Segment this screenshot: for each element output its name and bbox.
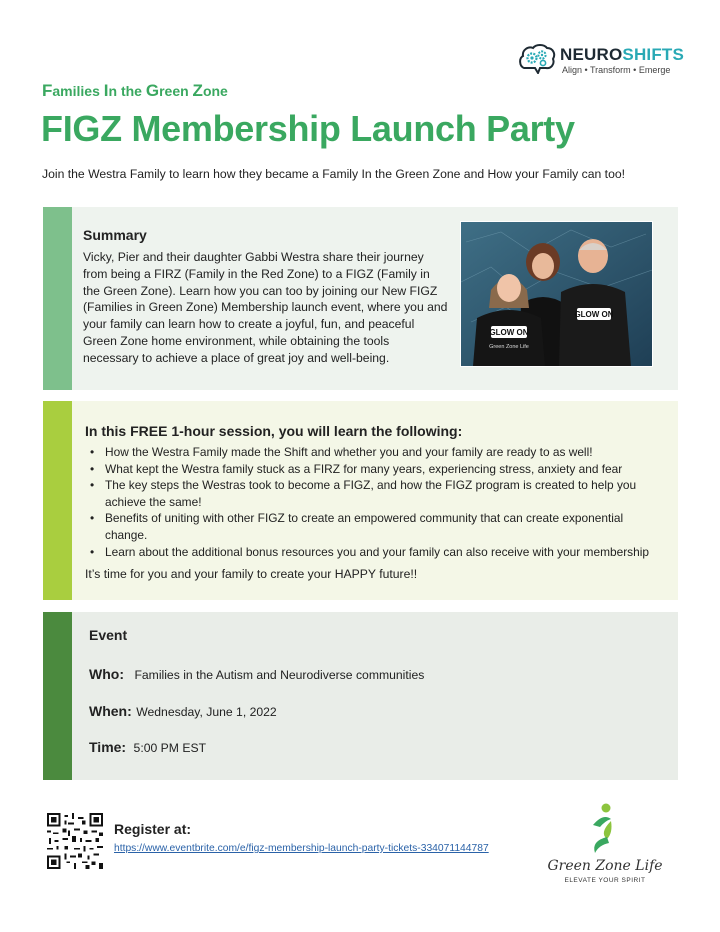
green-figure-icon xyxy=(585,803,619,853)
event-who xyxy=(89,666,424,684)
green-zone-life-tagline: ELEVATE YOUR SPIRIT xyxy=(564,877,646,884)
when-value: Wednesday, June 1, 2022 xyxy=(136,705,277,719)
summary-body: Vicky, Pier and their daughter Gabbi Westra share their journey from being a FIRZ (Family in the Red Zone) to a FIGZ (Family in the Green Zone). Learn how you can too by joining our New FIGZ (Families in Green Zone) Membership launch event, where you and your family can learn how to create a joyful, fun, and peaceful Green Zone home environment, while obtaining the tools necessary to achieve a place of great joy and well-being. xyxy=(83,250,448,365)
session-panel xyxy=(43,401,678,600)
kicker-text: one xyxy=(202,83,228,99)
qr-code-icon[interactable] xyxy=(47,813,103,869)
summary-heading: Summary xyxy=(83,227,147,243)
who-value: Families in the Autism and Neurodiverse communities xyxy=(134,668,425,682)
who-label: Who: xyxy=(89,666,124,682)
register-heading: Register at: xyxy=(114,821,192,837)
photo-shirt-subtext: Green Zone Life xyxy=(489,344,529,350)
kicker-cap: F xyxy=(42,81,53,100)
event-time xyxy=(89,739,206,757)
kicker xyxy=(42,81,228,101)
time-label: Time: xyxy=(89,739,127,755)
logo-tagline: Align • Transform • Emerge xyxy=(562,65,671,75)
session-heading: In this FREE 1-hour session, you will learn the following: xyxy=(85,423,463,439)
green-zone-life-logo xyxy=(545,803,665,893)
green-zone-life-name: Green Zone Life xyxy=(547,858,663,874)
event-heading: Event xyxy=(89,627,128,643)
logo-name-part1: NEURO xyxy=(560,45,623,64)
time-value: 5:00 PM EST xyxy=(133,741,207,755)
event-panel xyxy=(43,612,678,780)
list-item: • Learn about the additional bonus resources you and your family can also receive with your membership xyxy=(85,544,665,561)
summary-accent-bar xyxy=(43,207,72,390)
kicker-text: amilies xyxy=(52,83,104,99)
logo-name xyxy=(560,45,684,65)
kicker-cap: G xyxy=(145,81,160,100)
list-item: • The key steps the Westras took to become a FIGZ, and how the FIGZ program is created to help you achieve the same! xyxy=(85,477,665,510)
session-accent-bar xyxy=(43,401,72,600)
list-item: • Benefits of uniting with other FIGZ to create an empowered community that can create exponential change. xyxy=(85,510,665,543)
intro-text: Join the Westra Family to learn how they became a Family In the Green Zone and How your Family can too! xyxy=(42,167,626,181)
photo-shirt-text: GLOW ON xyxy=(489,328,529,337)
list-item: • What kept the Westra family stuck as a FIRZ for many years, experiencing stress, anxiety and fear xyxy=(85,461,665,478)
brain-gears-icon xyxy=(518,44,556,74)
when-label: When: xyxy=(89,703,132,719)
event-accent-bar xyxy=(43,612,72,780)
summary-panel xyxy=(43,207,678,390)
photo-shirt-text: GLOW ON xyxy=(574,310,614,319)
family-photo xyxy=(460,221,653,367)
kicker-cap: Z xyxy=(192,81,203,100)
family-photo-illustration xyxy=(461,222,652,366)
page-title: FIGZ Membership Launch Party xyxy=(41,108,575,149)
neuroshifts-logo xyxy=(518,42,688,82)
list-item: • How the Westra Family made the Shift and whether you and your family are ready to as well! xyxy=(85,444,665,461)
session-list xyxy=(85,444,665,560)
kicker-text: n the xyxy=(108,83,146,99)
kicker-text: reen xyxy=(159,83,193,99)
register-link[interactable]: https://www.eventbrite.com/e/figz-membership-launch-party-tickets-334071144787 xyxy=(114,843,489,854)
kicker-cap: I xyxy=(103,81,109,100)
logo-name-part2: SHIFTS xyxy=(622,45,685,64)
event-when xyxy=(89,703,277,721)
session-footer: It’s time for you and your family to create your HAPPY future!! xyxy=(85,567,418,581)
